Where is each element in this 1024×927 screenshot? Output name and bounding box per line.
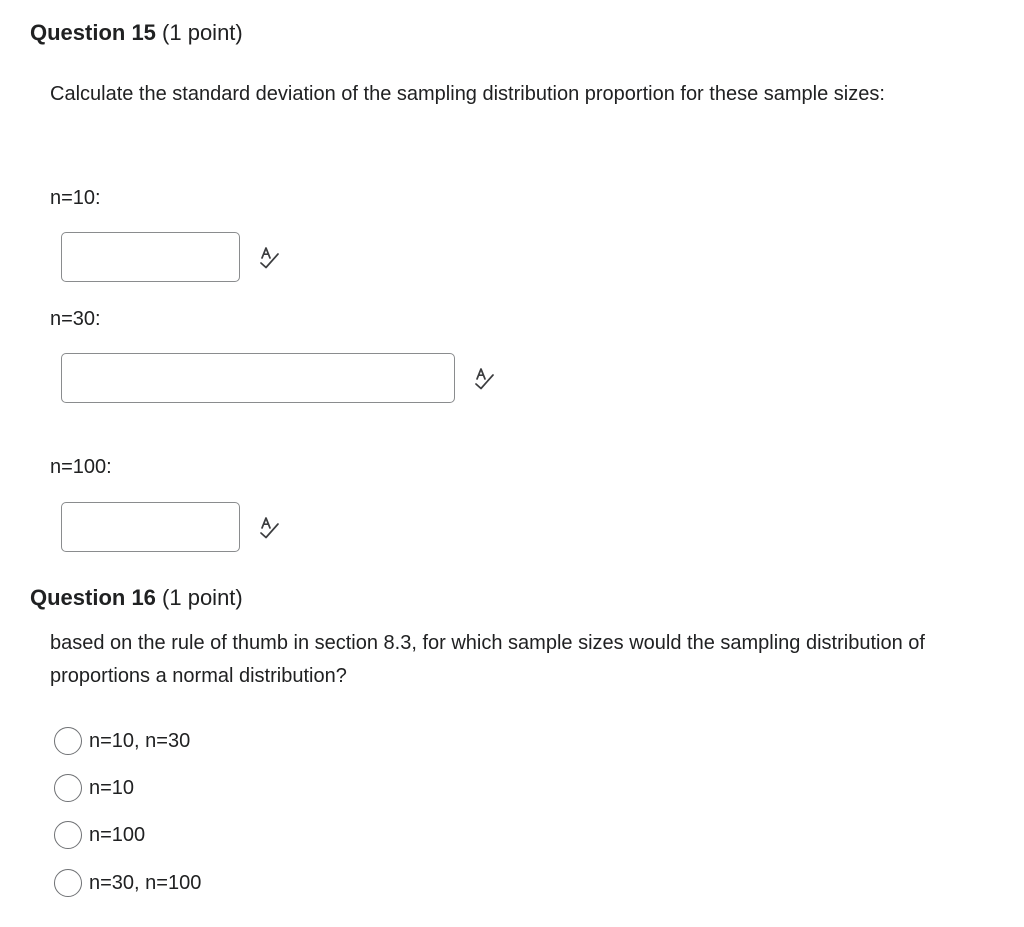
radio-button[interactable] — [54, 821, 82, 849]
answer-option-label: n=30, n=100 — [89, 872, 202, 894]
answer-option[interactable] — [54, 868, 201, 898]
answer-input-n100[interactable] — [61, 502, 240, 552]
question-16-title — [30, 585, 243, 611]
question-15-title — [30, 20, 243, 46]
radio-button[interactable] — [54, 869, 82, 897]
answer-option-label: n=10 — [89, 777, 135, 799]
field-label-n100: n=100: — [50, 456, 112, 478]
answer-input-n10[interactable] — [61, 232, 240, 282]
field-label-n30: n=30: — [50, 308, 101, 330]
answer-option[interactable] — [54, 773, 134, 803]
answer-option[interactable] — [54, 820, 145, 850]
answer-option[interactable] — [54, 726, 190, 756]
question-15-number: Question 15 — [30, 20, 156, 45]
spell-check-icon[interactable] — [472, 367, 498, 391]
question-15-prompt: Calculate the standard deviation of the sampling distribution proportion for these sample sizes: — [50, 83, 885, 105]
spell-check-icon[interactable] — [257, 516, 283, 540]
question-15-points: (1 point) — [155, 20, 243, 45]
answer-option-label: n=10, n=30 — [89, 730, 191, 752]
answer-option-label: n=100 — [89, 824, 146, 846]
field-label-n10: n=10: — [50, 187, 101, 209]
radio-button[interactable] — [54, 774, 82, 802]
question-16-number: Question 16 — [30, 585, 156, 610]
radio-button[interactable] — [54, 727, 82, 755]
question-16-prompt: based on the rule of thumb in section 8.3, for which sample sizes would the sampling distribution of proportions a normal distribution? — [50, 632, 925, 687]
spell-check-icon[interactable] — [257, 246, 283, 270]
question-16-points: (1 point) — [155, 585, 243, 610]
answer-input-n30[interactable] — [61, 353, 455, 403]
